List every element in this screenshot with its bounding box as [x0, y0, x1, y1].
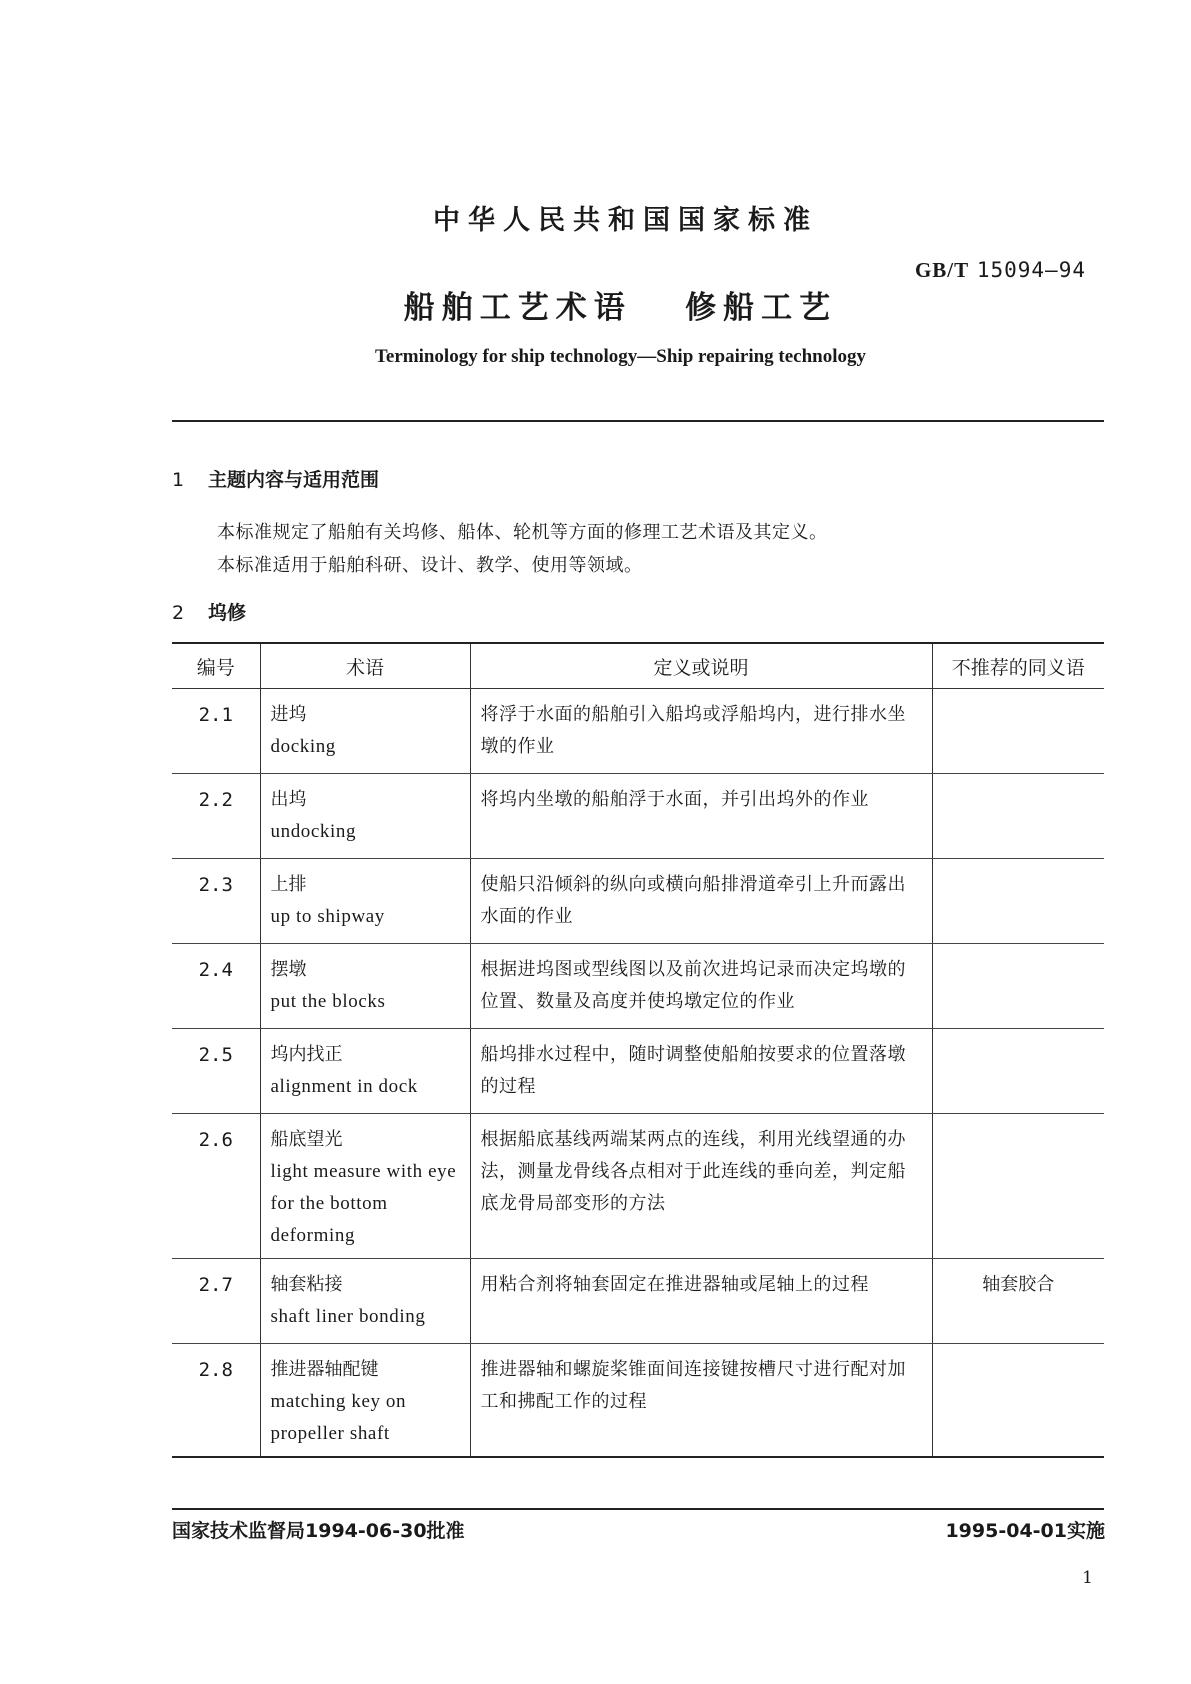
row-number: 2.8 [172, 1344, 260, 1458]
term-en: light measure with eye for the bottom deforming [270, 1161, 457, 1246]
table-row [172, 944, 1104, 1029]
table-row [172, 1114, 1104, 1259]
row-synonym [932, 689, 1104, 774]
term-cn: 出坞 [270, 789, 307, 810]
page-number: 1 [1082, 1568, 1093, 1588]
term-cn: 进坞 [270, 704, 307, 725]
code-number: 15094—94 [976, 258, 1086, 282]
term-en: matching key on propeller shaft [270, 1391, 407, 1444]
row-synonym [932, 859, 1104, 944]
row-term [260, 1259, 470, 1344]
row-number: 2.3 [172, 859, 260, 944]
section-title: 坞修 [208, 602, 247, 624]
section-1-paragraph-1: 本标准规定了船舶有关坞修、船体、轮机等方面的修理工艺术语及其定义。 [217, 522, 828, 543]
table-row [172, 1029, 1104, 1114]
row-term [260, 859, 470, 944]
row-definition: 根据船底基线两端某两点的连线，利用光线望通的办法，测量龙骨线各点相对于此连线的垂向差，判定船底龙骨局部变形的方法 [470, 1114, 932, 1259]
row-definition: 船坞排水过程中，随时调整使船舶按要求的位置落墩的过程 [470, 1029, 932, 1114]
term-cn: 摆墩 [270, 959, 307, 980]
row-term [260, 1344, 470, 1458]
row-definition: 用粘合剂将轴套固定在推进器轴或尾轴上的过程 [470, 1259, 932, 1344]
term-cn: 坞内找正 [270, 1044, 343, 1065]
table-row [172, 859, 1104, 944]
term-en: docking [270, 736, 336, 757]
row-synonym [932, 1029, 1104, 1114]
row-number: 2.5 [172, 1029, 260, 1114]
row-synonym: 轴套胶合 [932, 1259, 1104, 1344]
table-header-row [172, 643, 1104, 689]
header-synonym: 不推荐的同义语 [932, 643, 1104, 689]
term-cn: 上排 [270, 874, 307, 895]
row-term [260, 1114, 470, 1259]
term-cn: 船底望光 [270, 1129, 343, 1150]
approval-statement: 国家技术监督局1994-06-30批准 [172, 1520, 465, 1542]
table-row [172, 689, 1104, 774]
term-en: undocking [270, 821, 357, 842]
row-term [260, 774, 470, 859]
footer-divider [172, 1508, 1104, 1510]
table-row [172, 1259, 1104, 1344]
section-2-heading [172, 598, 246, 625]
header-number: 编号 [172, 643, 260, 689]
section-1-heading [172, 465, 379, 492]
terms-table [172, 642, 1104, 1458]
section-title: 主题内容与适用范围 [208, 469, 380, 491]
row-synonym [932, 1344, 1104, 1458]
row-term [260, 1029, 470, 1114]
term-cn: 轴套粘接 [270, 1274, 343, 1295]
row-synonym [932, 944, 1104, 1029]
code-prefix: GB/T [914, 258, 970, 282]
row-synonym [932, 1114, 1104, 1259]
header-divider [172, 420, 1104, 422]
row-term [260, 689, 470, 774]
row-definition: 推进器轴和螺旋桨锥面间连接键按槽尺寸进行配对加工和拂配工作的过程 [470, 1344, 932, 1458]
row-number: 2.7 [172, 1259, 260, 1344]
row-number: 2.2 [172, 774, 260, 859]
header-term: 术语 [260, 643, 470, 689]
row-term [260, 944, 470, 1029]
term-cn: 推进器轴配键 [270, 1359, 379, 1380]
row-definition: 使船只沿倾斜的纵向或横向船排滑道牵引上升而露出水面的作业 [470, 859, 932, 944]
standard-title: 中华人民共和国国家标准 [433, 205, 818, 236]
row-definition: 将浮于水面的船舶引入船坞或浮船坞内，进行排水坐墩的作业 [470, 689, 932, 774]
row-definition: 根据进坞图或型线图以及前次进坞记录而决定坞墩的位置、数量及高度并使坞墩定位的作业 [470, 944, 932, 1029]
term-en: put the blocks [270, 991, 386, 1012]
document-title-en: Terminology for ship technology—Ship repairing technology [374, 346, 867, 367]
term-en: shaft liner bonding [270, 1306, 426, 1327]
row-number: 2.6 [172, 1114, 260, 1259]
row-number: 2.1 [172, 689, 260, 774]
effective-date: 1995-04-01实施 [945, 1520, 1105, 1542]
row-definition: 将坞内坐墩的船舶浮于水面，并引出坞外的作业 [470, 774, 932, 859]
section-number: 2 [172, 602, 185, 624]
table-row [172, 1344, 1104, 1458]
section-number: 1 [172, 469, 185, 491]
section-1-paragraph-2: 本标准适用于船舶科研、设计、教学、使用等领域。 [217, 555, 643, 576]
document-title-cn: 船舶工艺术语 修船工艺 [403, 290, 838, 326]
row-number: 2.4 [172, 944, 260, 1029]
header-definition: 定义或说明 [470, 643, 932, 689]
standard-code [915, 258, 1086, 283]
term-en: up to shipway [270, 906, 385, 927]
table-row [172, 774, 1104, 859]
row-synonym [932, 774, 1104, 859]
term-en: alignment in dock [270, 1076, 418, 1097]
